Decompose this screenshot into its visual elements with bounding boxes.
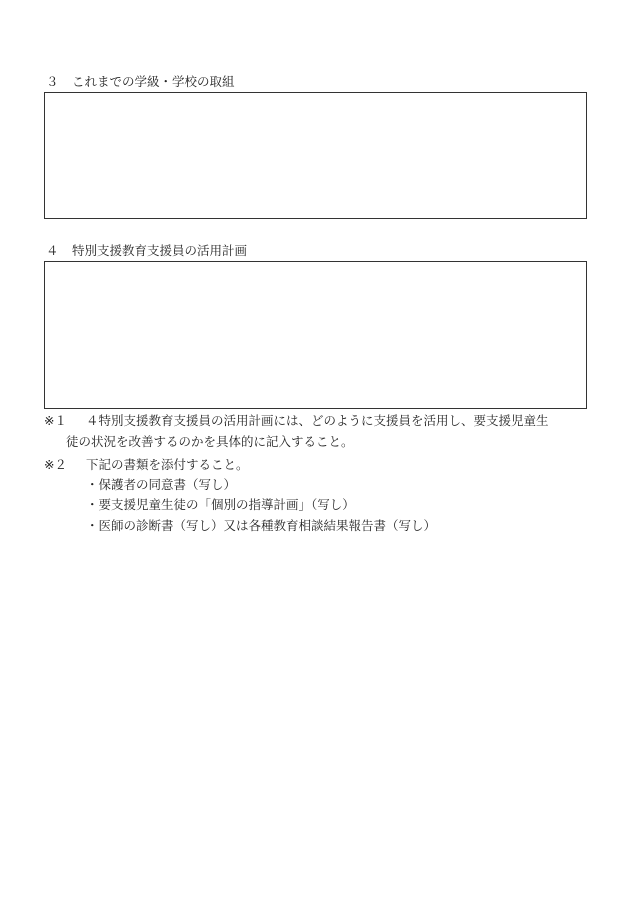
note-1-line-1: ４特別支援教育支援員の活用計画には、どのように支援員を活用し、要支援児童生 xyxy=(86,413,549,428)
attachment-item: ・医師の診断書（写し）又は各種教育相談結果報告書（写し） xyxy=(86,518,437,533)
note-2-line-1: 下記の書類を添付すること。 xyxy=(86,457,249,472)
note-1-line-2: 徒の状況を改善するのかを具体的に記入すること。 xyxy=(66,434,354,449)
section-4-number: ４ xyxy=(46,243,59,258)
note-2-mark: ※２ xyxy=(44,457,67,472)
section-3-entry-box[interactable] xyxy=(44,92,587,219)
section-4-heading xyxy=(46,243,247,259)
note-1-mark: ※１ xyxy=(44,413,67,428)
section-4-entry-box[interactable] xyxy=(44,261,587,409)
section-3-heading xyxy=(46,74,235,90)
attachment-item: ・保護者の同意書（写し） xyxy=(86,477,237,492)
attachment-item: ・要支援児童生徒の「個別の指導計画」（写し） xyxy=(86,497,355,512)
section-4-title: 特別支援教育支援員の活用計画 xyxy=(72,243,248,258)
section-3-title: これまでの学級・学校の取組 xyxy=(72,74,235,89)
section-3-number: ３ xyxy=(46,74,59,89)
